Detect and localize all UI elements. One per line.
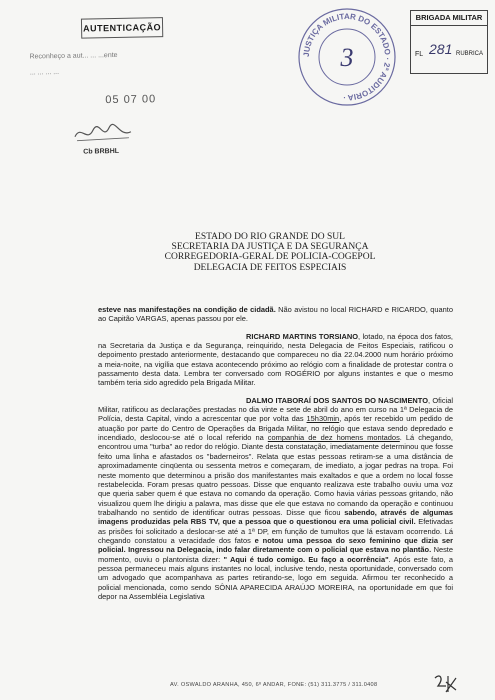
p3-text-c: . Lá chegando, encontrou uma "turba" ao redor do relógio. Diante desta constatação, imediatamente determinou que fosse feito uma linha e afastados os "baderneiros". Relata que estas pessoas retiram-se a uma distância de aproximadamente cinqüenta ou sessenta metros e começaram, de imediato, a jogar pedras na tropa. Foi neste momento que determinou a prisão dos manifestantes mais exaltados e que a ordem no local fosse restabelecida. Foram presas quatro pessoas. Disse que enquanto realizava este trabalho ouviu uma voz que queria saber quem é que estava no comando da operação. Como havia várias pessoas gritando, não visualizou quem lhe dirigiu a palavra, mas disse que ele que estava no comando da operação e continuou trabalhando no sentido de identificar outras pessoas. Disse que ficou bbox=[98, 433, 453, 517]
authentication-stamp bbox=[29, 9, 201, 156]
seal-text: JUSTIÇA MILITAR DO ESTADO · 2ª AUDITORIA · bbox=[301, 11, 393, 103]
authentication-line-2: ... ... ... ... bbox=[29, 68, 60, 77]
header-state: ESTADO DO RIO GRANDE DO SUL bbox=[195, 232, 345, 242]
header-delegacia: DELEGACIA DE FEITOS ESPECIAIS bbox=[193, 262, 347, 273]
p3-text-a: , Oficial Militar, ratificou as declarações prestadas no dia vinte e sete de abril do ano em curso na 1ª Delegacia de Polícia, desta Capital, vindo a acrescentar que por volta das bbox=[98, 395, 453, 424]
court-seal bbox=[296, 6, 398, 108]
header-secretariat: SECRETARIA DA JUSTIÇA E DA SEGURANÇA bbox=[171, 242, 369, 253]
paragraph-2 bbox=[98, 332, 453, 388]
p2-text: , lotado, na época dos fatos, na Secretaria da Justiça e da Segurança, reinquirido, nesta Delegacia de Feitos Especiais, ratificou o depoimento prestado anteriormente, destacando que compareceu no dia 22.04.2000 num horário próximo a meia-noite, na vigília que estava acontecendo próximo ao relógio com a finalidade de protestar contra o passamento desta data. Lembra ter conversado com ROGÉRIO por alguns instantes e que o mesmo também teria sido agredido pela Brigada Militar. bbox=[98, 331, 453, 388]
p3-bold-2: e notou uma pessoa do sexo feminino que dizia ser policial. Ingressou na Delegacia, indo falar diretamente com o policial que estava no plantão. bbox=[98, 535, 453, 555]
folha-label: FL bbox=[415, 51, 424, 58]
authentication-date: 05 07 00 bbox=[105, 93, 157, 107]
authentication-name: Cb BRBHL bbox=[83, 147, 120, 156]
p3-text-f: . Após este fato, a pessoa permaneceu mais alguns instantes no local, inclusive tendo, nesta oportunidade, conversado com um advogado que acompanhava as partes retirando-se, logo em seguida. Afirmou ter reconhecido a policial mencionada, como sendo SÔNIA APARECIDA ARAÚJO MOREIRA, na oportunidade em que foi depor na Assembléia Legislativa bbox=[98, 554, 453, 601]
p3-name: DALMO ITABORAÍ DOS SANTOS DO NASCIMENTO bbox=[246, 395, 428, 405]
p1-bold: esteve nas manifestações na condição de cidadã. bbox=[98, 305, 276, 314]
signature-scribble bbox=[73, 122, 133, 145]
p3-text-e: Neste momento, ouviu o plantonista dizer: bbox=[98, 545, 454, 564]
p3-text-b: , após ter recebido um pedido de atuação por parte do Centro de Operações da Brigada Militar, no relógio que estava sendo depredado e incendiado, deslocou-se até o local referido na bbox=[98, 414, 453, 443]
p3-underlined: companhia de dez homens montados bbox=[267, 433, 400, 443]
p3-bold-1: sabendo, através de algumas imagens produzidas pela RBS TV, que a pessoa que o questionou era uma policial civil. bbox=[98, 507, 453, 527]
footer-address: AV. OSWALDO ARANHA, 450, 6º ANDAR, FONE: (51) 311.3775 / 311.0408 bbox=[170, 682, 378, 688]
handwritten-page-mark bbox=[432, 672, 460, 696]
p2-name: RICHARD MARTINS TORSIANO bbox=[246, 331, 359, 341]
document-body bbox=[98, 305, 453, 601]
authentication-title: AUTENTICAÇÃO bbox=[81, 17, 163, 38]
seal-number: 3 bbox=[340, 43, 354, 72]
document-header bbox=[120, 232, 420, 273]
p1-text: Não avistou no local RICHARD e RICARDO, quanto ao Capitão VARGAS, apenas passou por ele. bbox=[98, 305, 453, 324]
p3-bold-3: " Aqui é tudo comigo. Eu faço a ocorrência" bbox=[223, 554, 389, 564]
rubrica-label: RUBRICA bbox=[455, 51, 483, 57]
folha-number: 281 bbox=[429, 41, 453, 57]
paragraph-3 bbox=[98, 396, 453, 602]
p3-text-d: Efetivadas as prisões foi solicitado a deslocar-se até a 1ª DP, em função de tumultos que lá estavam ocorrendo. Lá chegando constatou a veracidade dos fatos bbox=[98, 517, 454, 545]
authentication-line-1: Reconheço a aut... ... ...ente bbox=[29, 51, 118, 61]
header-corregedoria: CORREGEDORIA-GERAL DE POLICIA-COGEPOL bbox=[164, 252, 376, 263]
brigada-title: BRIGADA MILITAR bbox=[411, 11, 487, 26]
brigada-militar-stamp bbox=[410, 10, 488, 74]
paragraph-1 bbox=[98, 305, 453, 324]
p3-time: 15h30min bbox=[306, 414, 340, 424]
